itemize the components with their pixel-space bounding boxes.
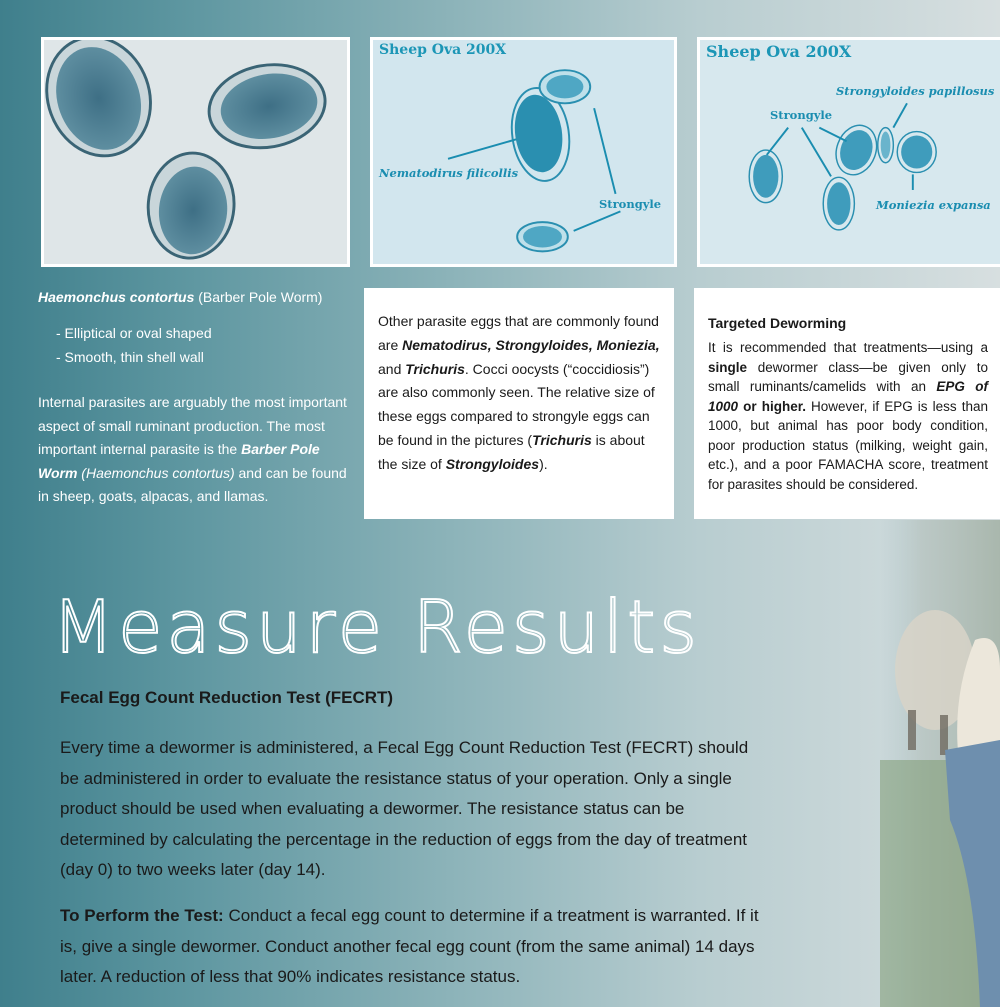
intro-text-end: and can be found in sheep, goats, alpacas, and llamas. <box>38 464 347 504</box>
fecrt-paragraph: Every time a dewormer is administered, a Fecal Egg Count Reduction Test (FECRT) should be administered in order to evaluate the resistance status of your operation. Only a single product should be used when evaluating a dewormer. The resistance status can be determined by calculating the percentage in the reduction of eggs from the day of treatment (day 0) to two weeks later (day 14). <box>60 738 749 879</box>
haemonchus-traits <box>56 321 212 369</box>
text: dewormer class—be given only to small ruminants/camelids with an <box>708 359 988 394</box>
sheep-ova-panel-2 <box>697 37 1000 267</box>
panel-title: Sheep Ova 200X <box>379 42 507 58</box>
text: Other parasite eggs that are commonly found are <box>378 313 659 353</box>
measure-results-title: Measure Results <box>52 585 701 669</box>
haemonchus-micrograph <box>41 37 350 267</box>
haemonchus-eggs-image <box>44 40 347 264</box>
haemonchus-heading <box>38 289 322 305</box>
perform-test-paragraph <box>60 901 760 993</box>
farm-photo <box>880 520 1000 1007</box>
bold-strongyloides: Strongyloides <box>445 455 540 472</box>
intro-bold: Barber Pole Worm <box>38 441 320 481</box>
bold-genera: Nematodirus, Strongyloides, Moniezia, <box>402 336 660 353</box>
label-strongyloides: Strongyloides papillosus <box>836 84 995 98</box>
list-item: - Smooth, thin shell wall <box>56 349 204 365</box>
haemonchus-name: Haemonchus contortus <box>38 289 195 305</box>
sheep-farmer-image <box>880 520 1000 1007</box>
perform-test-label: To Perform the Test: <box>60 906 224 925</box>
perform-test-text: Conduct a fecal egg count to determine if a treatment is warranted. If it is, give a single dewormer. Conduct another fecal egg count (from the same animal) 14 days later. A reduction of less that 90% indicates resistance status. <box>60 906 759 986</box>
bold-epg: EPG of 1000 <box>708 379 988 414</box>
sheep-ova-image-1 <box>373 40 674 264</box>
text: However, if EPG is less than 1000, but animal has poor body condition, poor production status (milking, weight gain, etc.), and a poor FAMACHA score, treatment for parasites should be considered. <box>708 398 988 492</box>
bold-trichuris: Trichuris <box>532 431 592 448</box>
targeted-text <box>708 338 988 494</box>
fecrt-heading: Fecal Egg Count Reduction Test (FECRT) <box>60 688 394 707</box>
intro-italic: (Haemonchus contortus) <box>77 464 235 481</box>
text: . Cocci oocysts (“coccidiosis”) are also commonly seen. The relative size of these eggs compared to strongyle eggs can be found in the pictures ( <box>378 360 655 448</box>
text: It is recommended that treatments—using a <box>708 340 988 355</box>
text: is about the size of <box>378 431 645 472</box>
label-strongyle: Strongyle <box>599 197 662 211</box>
text: ). <box>539 455 548 472</box>
label-nematodirus: Nematodirus filicollis <box>379 166 519 180</box>
targeted-deworming-box <box>694 288 1000 519</box>
label-strongyle: Strongyle <box>770 108 833 122</box>
intro-text: Internal parasites are arguably the most important aspect of small ruminant production. The most important internal parasite is the <box>38 394 347 457</box>
intro-paragraph <box>38 391 348 509</box>
bold-higher: or higher. <box>738 398 806 414</box>
other-eggs-box <box>364 288 674 519</box>
text: and <box>378 360 406 377</box>
haemonchus-common-name: (Barber Pole Worm) <box>194 289 323 305</box>
targeted-heading: Targeted Deworming <box>708 315 847 331</box>
label-moniezia: Moniezia expansa <box>876 198 991 212</box>
bold-single: single <box>708 359 748 375</box>
bold-trichuris: Trichuris <box>405 360 465 377</box>
panel-title: Sheep Ova 200X <box>706 42 852 61</box>
sheep-ova-panel-1 <box>370 37 677 267</box>
list-item: - Elliptical or oval shaped <box>56 325 212 341</box>
sheep-ova-image-2 <box>700 40 1000 264</box>
other-eggs-text <box>378 310 664 477</box>
